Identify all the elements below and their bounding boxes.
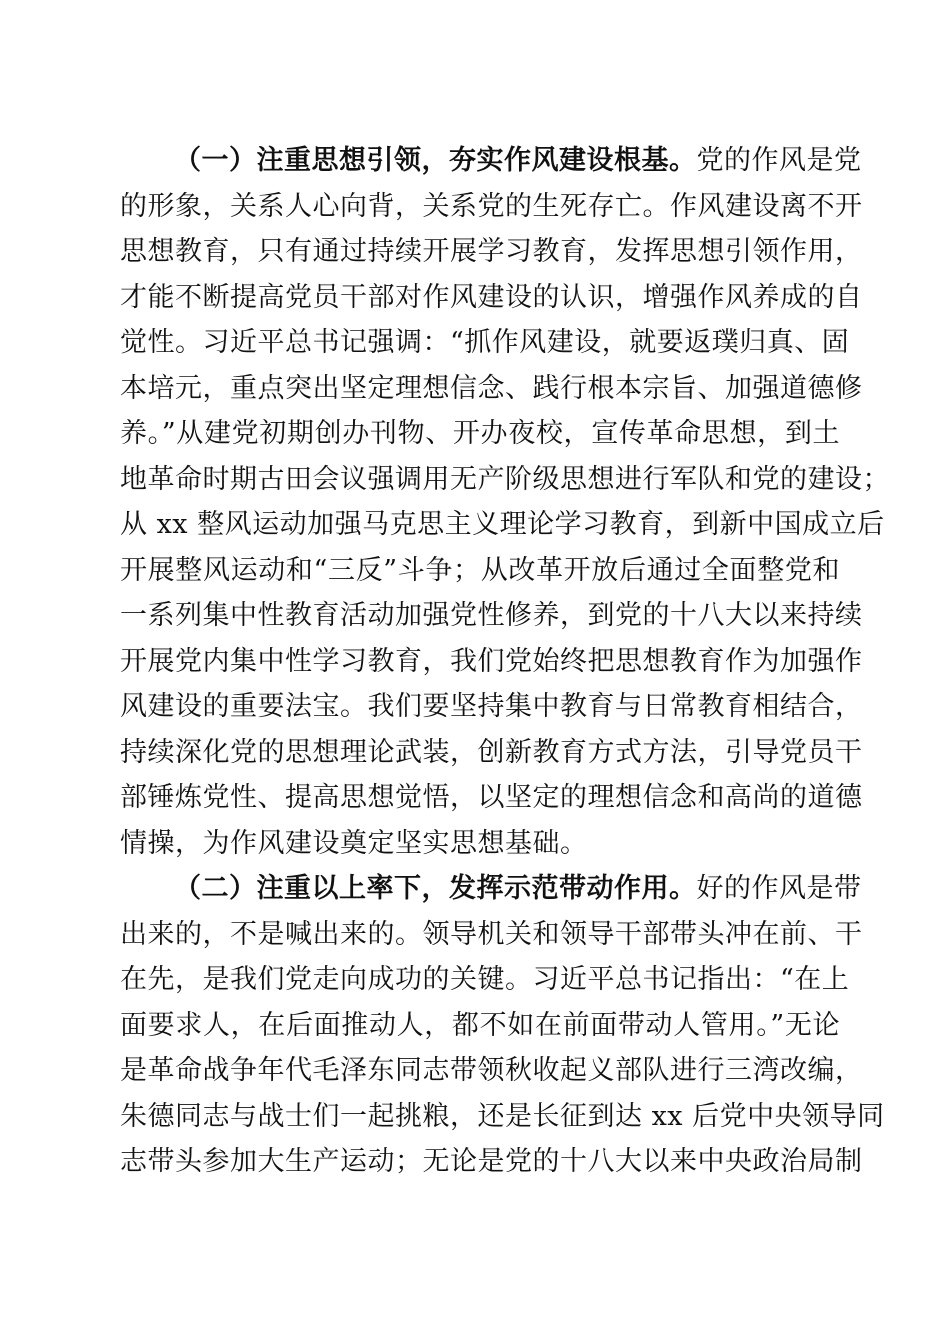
paragraph-2-line: 出来的，不是喊出来的。领导机关和领导干部带头冲在前、干 bbox=[120, 918, 863, 950]
document-body bbox=[120, 138, 890, 1185]
paragraph-1-line: 持续深化党的思想理论武装，创新教育方式方法，引导党员干 bbox=[120, 736, 863, 768]
section-2-heading: （二）注重以上率下，发挥示范带动作用。 bbox=[174, 873, 697, 904]
paragraph-2-line-1 bbox=[120, 866, 862, 912]
paragraph-1-line: 从 xx 整风运动加强马克思主义理论学习教育，到新中国成立后 bbox=[120, 509, 885, 540]
paragraph-1-line: 开展整风运动和“三反”斗争；从改革开放后通过全面整党和 bbox=[120, 554, 840, 586]
paragraph-1-line: 风建设的重要法宝。我们要坚持集中教育与日常教育相结合， bbox=[120, 691, 863, 722]
paragraph-1-line: 开展党内集中性学习教育，我们党始终把思想教育作为加强作 bbox=[120, 645, 863, 677]
paragraph-1-line: 的形象，关系人心向背，关系党的生死存亡。作风建设离不开 bbox=[120, 190, 863, 222]
paragraph-2-line: 朱德同志与战士们一起挑粮，还是长征到达 xx 后党中央领导同 bbox=[120, 1100, 885, 1132]
paragraph-2-line: 在先，是我们党走向成功的关键。习近平总书记指出：“在上 bbox=[120, 964, 850, 995]
paragraph-1-line: 养。”从建党初期创办刊物、开办夜校，宣传革命思想，到土 bbox=[120, 418, 840, 449]
paragraph-1-line: 才能不断提高党员干部对作风建设的认识，增强作风养成的自 bbox=[120, 281, 863, 313]
paragraph-2-line: 是革命战争年代毛泽东同志带领秋收起义部队进行三湾改编， bbox=[120, 1055, 863, 1086]
section-2-text: 好的作风是带 bbox=[696, 873, 862, 904]
section-1-heading: （一）注重思想引领，夯实作风建设根基。 bbox=[174, 145, 697, 176]
paragraph-1-line: 觉性。习近平总书记强调：“抓作风建设，就要返璞归真、固 bbox=[120, 327, 850, 358]
paragraph-1-line: 情操，为作风建设奠定坚实思想基础。 bbox=[120, 827, 588, 859]
paragraph-1-line: 部锤炼党性、提高思想觉悟，以坚定的理想信念和高尚的道德 bbox=[120, 782, 863, 813]
paragraph-1-line: 地革命时期古田会议强调用无产阶级思想进行军队和党的建设； bbox=[120, 463, 890, 495]
paragraph-2-line: 志带头参加大生产运动；无论是党的十八大以来中央政治局制 bbox=[120, 1146, 863, 1177]
paragraph-2-line: 面要求人，在后面推动人，都不如在前面带动人管用。”无论 bbox=[120, 1009, 840, 1041]
paragraph-1-line-1 bbox=[120, 138, 862, 184]
paragraph-1-line: 本培元，重点突出坚定理想信念、践行根本宗旨、加强道德修 bbox=[120, 372, 863, 404]
paragraph-1-line: 一系列集中性教育活动加强党性修养，到党的十八大以来持续 bbox=[120, 600, 863, 631]
section-1-text: 党的作风是党 bbox=[696, 145, 862, 176]
paragraph-1-line: 思想教育，只有通过持续开展学习教育，发挥思想引领作用， bbox=[120, 236, 863, 267]
